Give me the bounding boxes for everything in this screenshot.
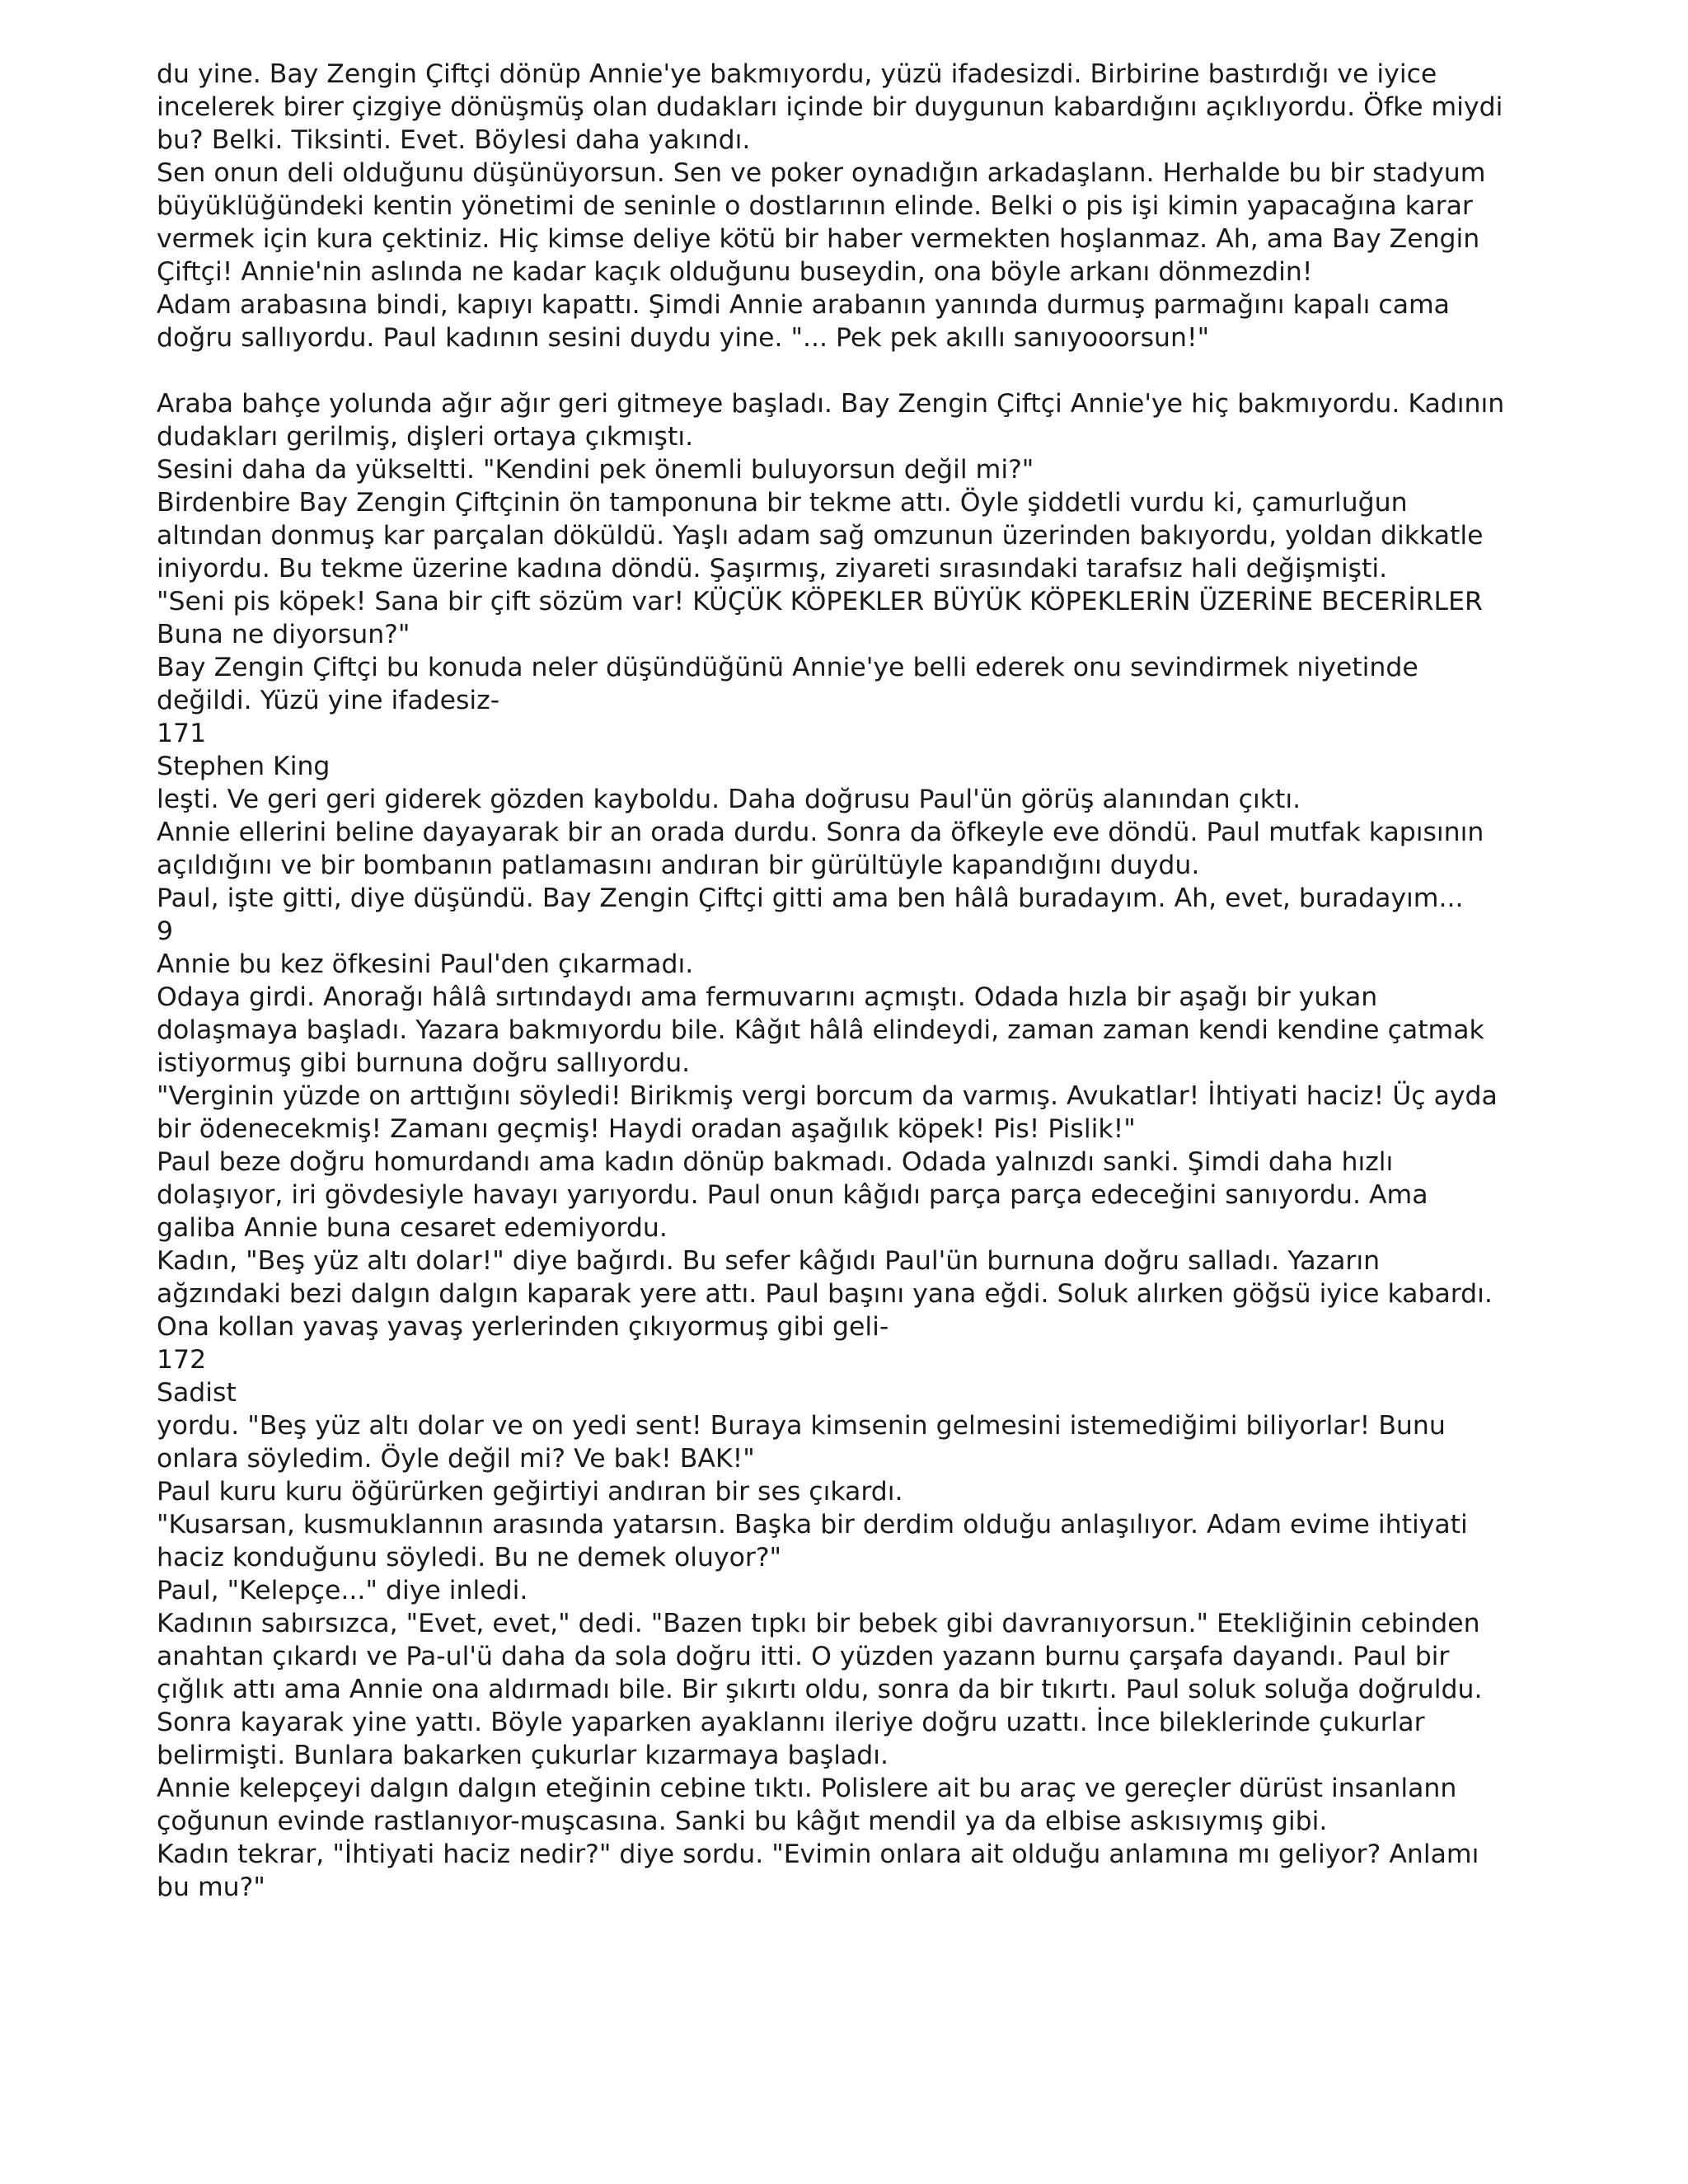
paragraph: "Kusarsan, kusmuklannın arasında yatarsın. Başka bir derdim olduğu anlaşılıyor. Adam evime ihtiyati haciz konduğunu söyledi. Bu ne demek oluyor?" — [157, 1510, 1468, 1572]
paragraph: Annie ellerini beline dayayarak bir an orada durdu. Sonra da öfkeyle eve döndü. Paul mutfak kapısının açıldığını ve bir bombanın patlamasını andıran bir gürültüyle kapandığını duydu. — [157, 818, 1484, 880]
paragraph: Kadın, "Beş yüz altı dolar!" diye bağırdı. Bu sefer kâğıdı Paul'ün burnuna doğru salladı. Yazarın ağzındaki bezi dalgın dalgın kaparak yere attı. Paul başını yana eğdi. Soluk alırken göğsü iyice kabardı. Ona kollan yavaş yavaş yerlerinden çıkıyormuş gibi geli- — [157, 1246, 1493, 1342]
paragraph: Bay Zengin Çiftçi bu konuda neler düşündüğünü Annie'ye belli ederek onu sevindirmek niyetinde değildi. Yüzü yine ifadesiz- — [157, 653, 1418, 715]
document-page — [157, 58, 1508, 1904]
paragraph: Odaya girdi. Anorağı hâlâ sırtındaydı ama fermuvarını açmıştı. Odada hızla bir aşağı bir yukan dolaşmaya başladı. Yazara bakmıyordu bile. Kâğıt hâlâ elindeydi, zaman zaman kendi kendine çatmak istiyormuş gibi burnuna doğru sallıyordu. — [157, 982, 1484, 1078]
page-number: 172 — [157, 1345, 207, 1375]
paragraph: Kadının sabırsızca, "Evet, evet," dedi. "Bazen tıpkı bir bebek gibi davranıyorsun." Etekliğinin cebinden anahtan çıkardı ve Pa-ul'ü daha da sola doğru itti. O yüzden yazann burnu çarşafa dayandı. Paul bir çığlık attı ama Annie ona aldırmadı bile. Bir şıkırtı oldu, sonra da bir tıkırtı. Paul soluk soluğa doğruldu. Sonra kayarak yine yattı. Böyle yaparken ayaklannı ileriye doğru uzattı. İnce bileklerinde çukurlar belirmişti. Bunlara bakarken çukurlar kızarmaya başladı. — [157, 1609, 1483, 1770]
paragraph: Kadın tekrar, "İhtiyati haciz nedir?" diye sordu. "Evimin onlara ait olduğu anlamına mı geliyor? Anlamı bu mu?" — [157, 1840, 1479, 1902]
section-number: 9 — [157, 916, 174, 946]
paragraph: Paul, işte gitti, diye düşündü. Bay Zengin Çiftçi gitti ama ben hâlâ buradayım. Ah, evet, buradayım... — [157, 883, 1464, 913]
paragraph: "Verginin yüzde on arttığını söyledi! Birikmiş vergi borcum da varmış. Avukatlar! İhtiyati haciz! Üç ayda bir ödenecekmiş! Zamanı geçmiş! Haydi oradan aşağılık köpek! Pis! Pislik!" — [157, 1081, 1498, 1144]
paragraph: Sesini daha da yükseltti. "Kendini pek önemli buluyorsun değil mi?" — [157, 455, 1034, 485]
paragraph: Sen onun deli olduğunu düşünüyorsun. Sen ve poker oynadığın arkadaşlann. Herhalde bu bir stadyum büyüklüğündeki kentin yönetimi de seninle o dostlarının elinde. Belki o pis işi kimin yapacağına karar vermek için kura çektiniz. Hiç kimse deliye kötü bir haber vermekten hoşlanmaz. Ah, ama Bay Zengin Çiftçi! Annie'nin aslında ne kadar kaçık olduğunu buseydin, ona böyle arkanı dönmezdin! — [157, 158, 1486, 287]
paragraph: leşti. Ve geri geri giderek gözden kayboldu. Daha doğrusu Paul'ün görüş alanından çıktı. — [157, 785, 1301, 814]
running-header: Sadist — [157, 1378, 237, 1408]
running-header: Stephen King — [157, 752, 331, 781]
paragraph: Paul beze doğru homurdandı ama kadın dönüp bakmadı. Odada yalnızdı sanki. Şimdi daha hızlı dolaşıyor, iri gövdesiyle havayı yarıyordu. Paul onun kâğıdı parça parça edeceğini sanıyordu. Ama galiba Annie buna cesaret edemiyordu. — [157, 1147, 1428, 1243]
paragraph: Annie bu kez öfkesini Paul'den çıkarmadı. — [157, 949, 694, 979]
paragraph: Paul, "Kelepçe..." diye inledi. — [157, 1576, 528, 1605]
paragraph: yordu. "Beş yüz altı dolar ve on yedi sent! Buraya kimsenin gelmesini istemediğimi biliyorlar! Bunu onlara söyledim. Öyle değil mi? Ve bak! BAK!" — [157, 1411, 1446, 1474]
paragraph: du yine. Bay Zengin Çiftçi dönüp Annie'ye bakmıyordu, yüzü ifadesizdi. Birbirine bastırdığı ve iyice incelerek birer çizgiye dönüşmüş olan dudakları içinde bir duygunun kabardığını açıklıyordu. Öfke miydi bu? Belki. Tiksinti. Evet. Böylesi daha yakındı. — [157, 59, 1503, 155]
blank-line — [157, 354, 1508, 387]
paragraph: Birdenbire Bay Zengin Çiftçinin ön tamponuna bir tekme attı. Öyle şiddetli vurdu ki, çamurluğun altından donmuş kar parçalan döküldü. Yaşlı adam sağ omzunun üzerinden bakıyordu, yoldan dikkatle iniyordu. Bu tekme üzerine kadına döndü. Şaşırmış, ziyareti sırasındaki tarafsız hali değişmişti. — [157, 488, 1484, 583]
paragraph: "Seni pis köpek! Sana bir çift sözüm var! KÜÇÜK KÖPEKLER BÜYÜK KÖPEKLERİN ÜZERİNE BECERİRLER Buna ne diyorsun?" — [157, 587, 1483, 649]
paragraph: Adam arabasına bindi, kapıyı kapattı. Şimdi Annie arabanın yanında durmuş parmağını kapalı cama doğru sallıyordu. Paul kadının sesini duydu yine. "... Pek pek akıllı sanıyooorsun!" — [157, 290, 1450, 353]
page-number: 171 — [157, 719, 207, 748]
paragraph: Araba bahçe yolunda ağır ağır geri gitmeye başladı. Bay Zengin Çiftçi Annie'ye hiç bakmıyordu. Kadının dudakları gerilmiş, dişleri ortaya çıkmıştı. — [157, 389, 1505, 452]
paragraph: Paul kuru kuru öğürürken geğirtiyi andıran bir ses çıkardı. — [157, 1477, 903, 1507]
paragraph: Annie kelepçeyi dalgın dalgın eteğinin cebine tıktı. Polislere ait bu araç ve gereçler dürüst insanlann çoğunun evinde rastlanıyor-muşcasına. Sanki bu kâğıt mendil ya da elbise askısıymış gibi. — [157, 1774, 1457, 1836]
